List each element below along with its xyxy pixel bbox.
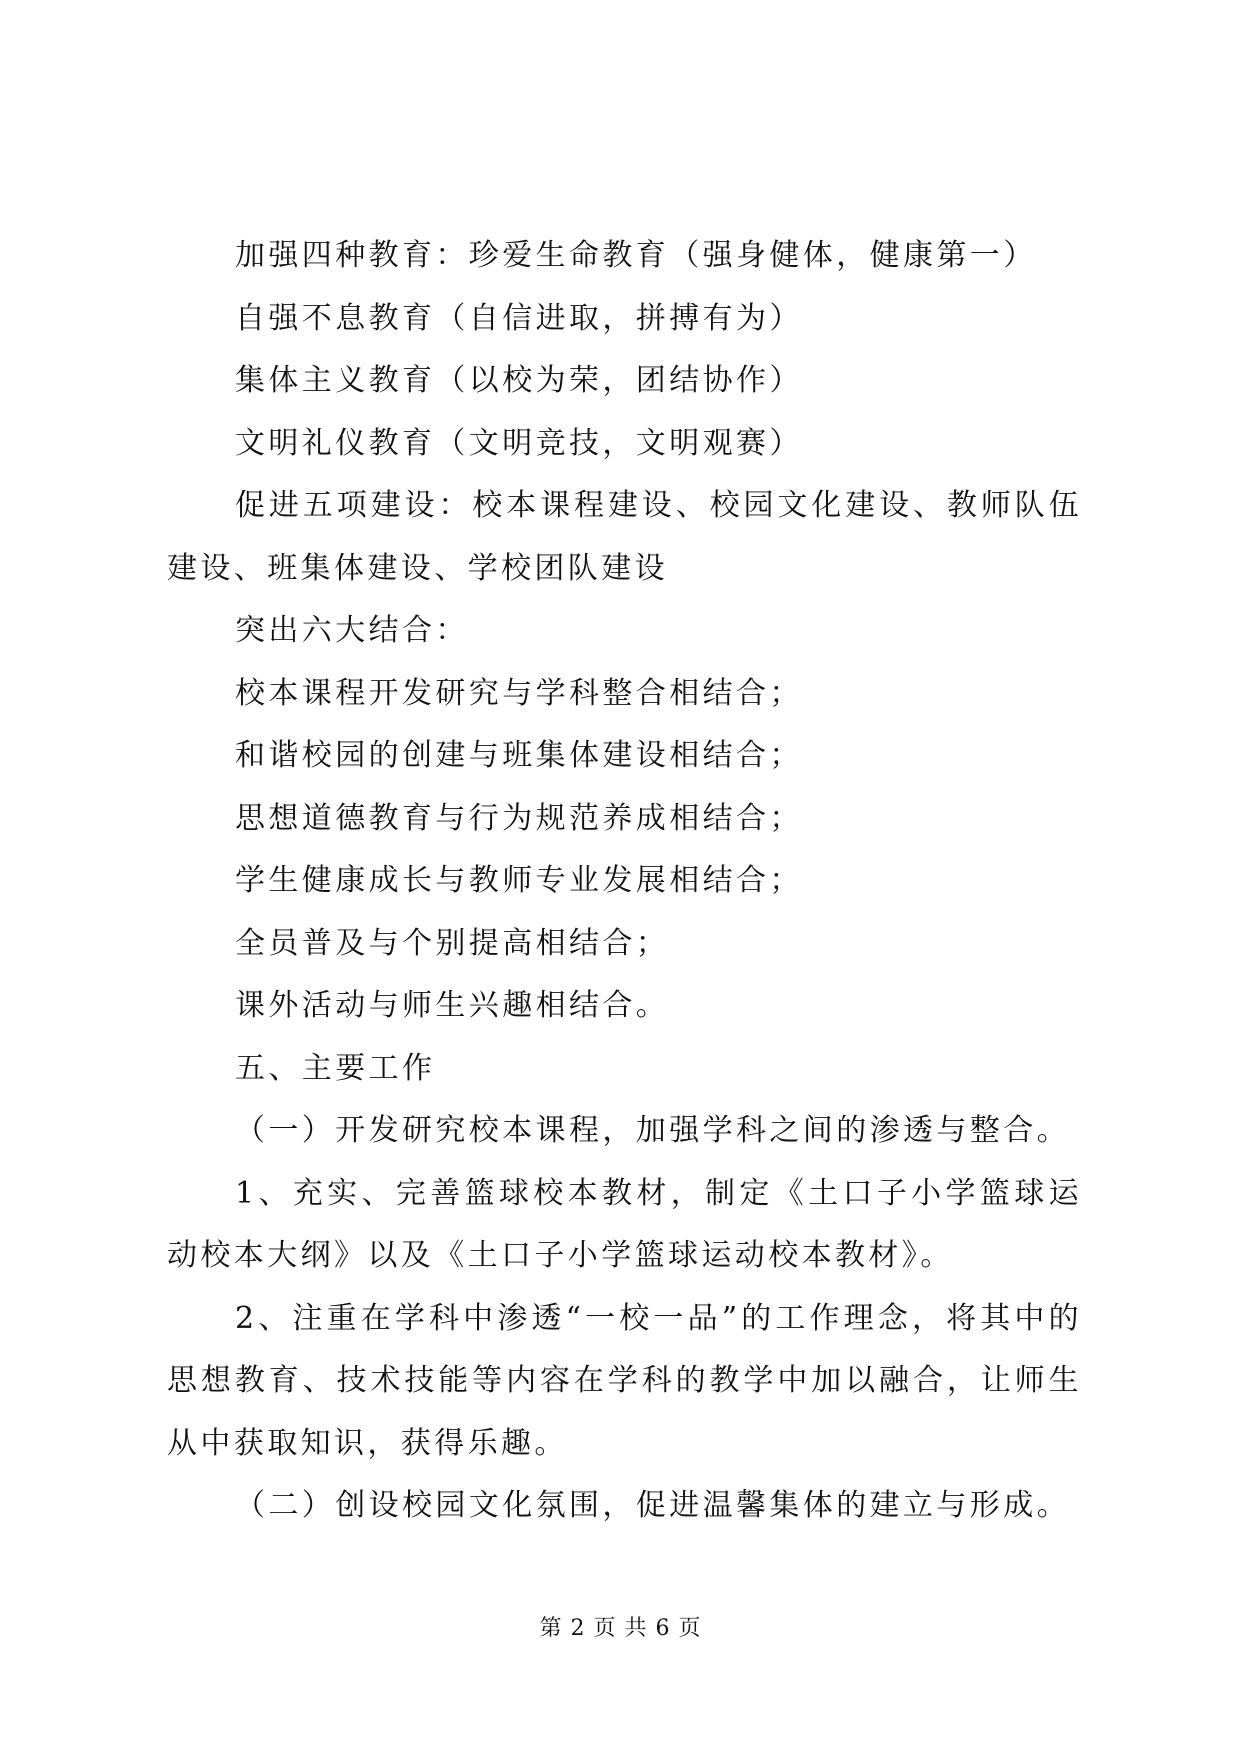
paragraph-four-educations: 加强四种教育：珍爱生命教育（强身健体，健康第一） xyxy=(235,238,1037,273)
paragraph-combination-6: 课外活动与师生兴趣相结合。 xyxy=(235,988,670,1023)
subsection-heading-1: （一）开发研究校本课程，加强学科之间的渗透与整合。 xyxy=(235,1113,1070,1148)
paragraph-self-improvement: 自强不息教育（自信进取，拼搏有为） xyxy=(235,300,803,336)
paragraph-item-2: 2、注重在学科中渗透“一校一品”的工作理念，将其中的思想教育、技术技能等内容在学科的教学中加以融合，让师生从中获取知识，获得乐趣。 xyxy=(167,1300,1082,1461)
paragraph-collectivism: 集体主义教育（以校为荣，团结协作） xyxy=(235,363,803,398)
paragraph-combination-5: 全员普及与个别提高相结合； xyxy=(235,925,670,961)
paragraph-combination-1: 校本课程开发研究与学科整合相结合； xyxy=(235,675,803,711)
paragraph-combination-2: 和谐校园的创建与班集体建设相结合； xyxy=(235,738,803,773)
section-heading-main-work: 五、主要工作 xyxy=(235,1050,436,1086)
paragraph-combination-4: 学生健康成长与教师专业发展相结合； xyxy=(235,863,803,898)
paragraph-five-constructions: 促进五项建设：校本课程建设、校园文化建设、教师队伍建设、班集体建设、学校团队建设 xyxy=(167,488,1082,586)
paragraph-item-1: 1、充实、完善篮球校本教材，制定《土口子小学篮球运动校本大纲》以及《土口子小学篮球运动校本教材》。 xyxy=(167,1175,1082,1273)
paragraph-combination-3: 思想道德教育与行为规范养成相结合； xyxy=(235,800,803,836)
subsection-heading-2: （二）创设校园文化氛围，促进温馨集体的建立与形成。 xyxy=(235,1488,1070,1523)
paragraph-six-combinations-heading: 突出六大结合： xyxy=(235,613,469,648)
paragraph-etiquette: 文明礼仪教育（文明竞技，文明观赛） xyxy=(235,425,803,461)
page-footer: 第 2 页 共 6 页 xyxy=(539,1616,702,1641)
document-body xyxy=(167,225,1082,1538)
